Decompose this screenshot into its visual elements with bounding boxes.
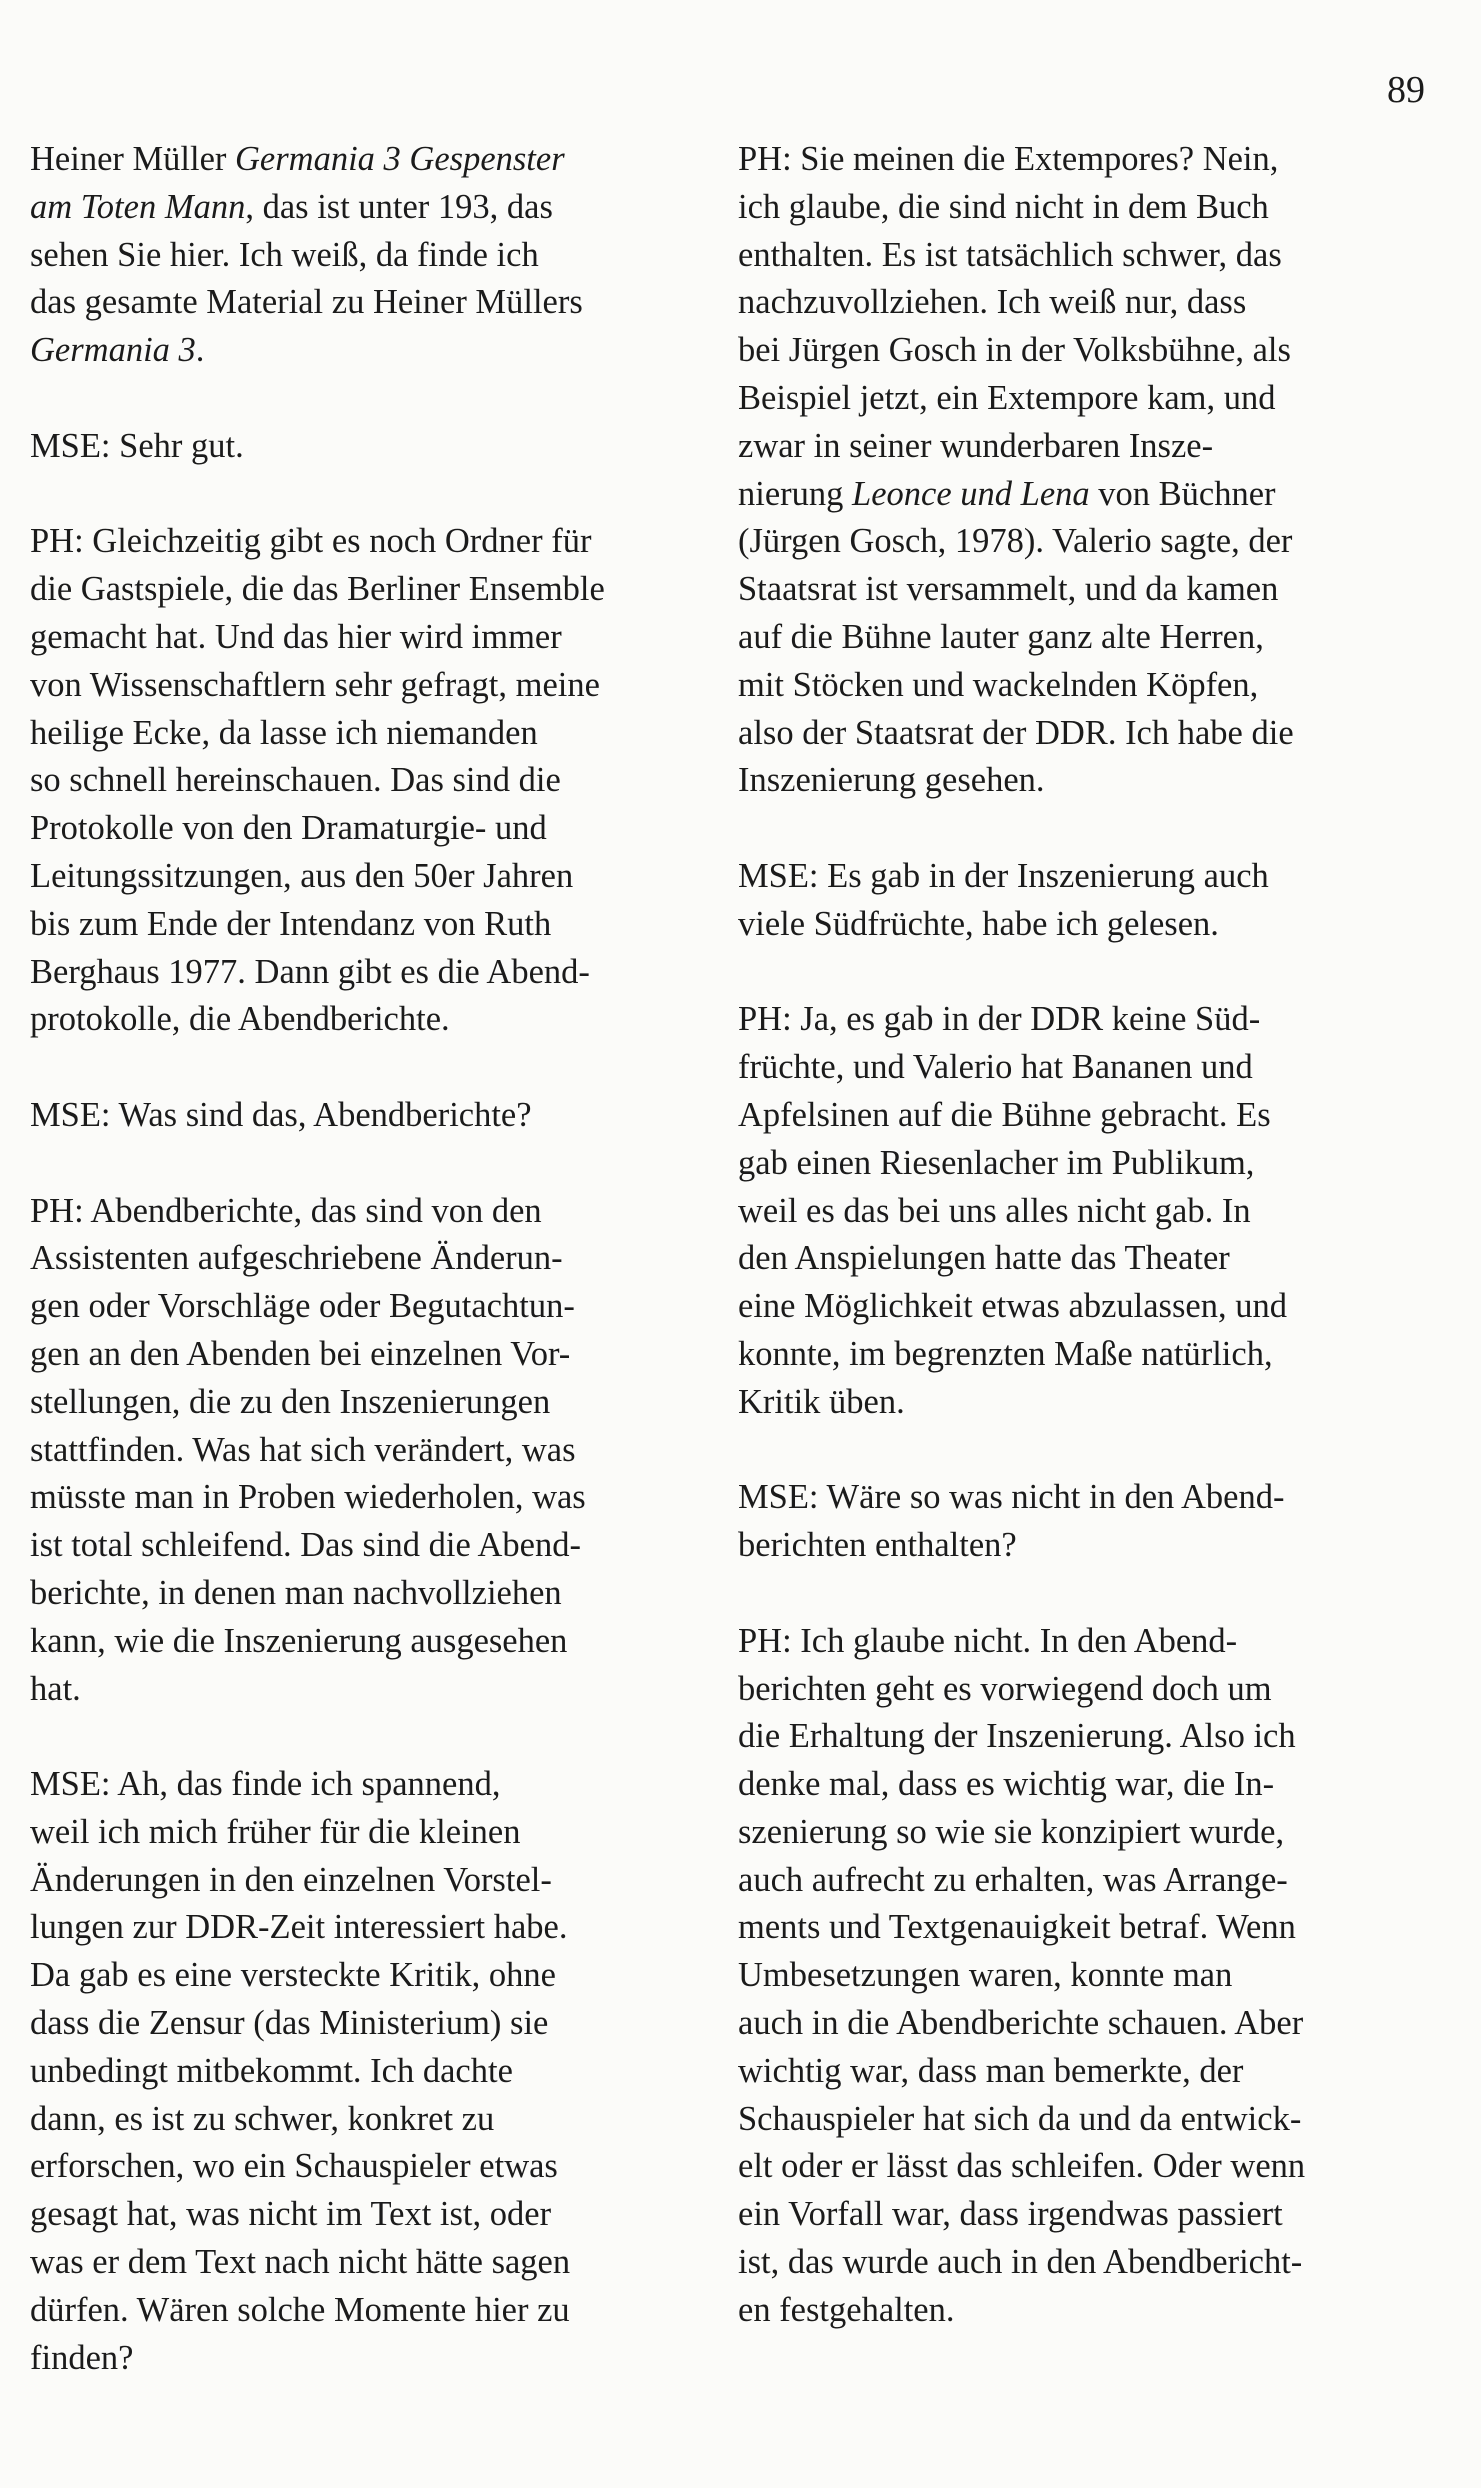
text-segment: kann, wie die Inszenierung ausgesehen (30, 1621, 568, 1660)
text-line (738, 1809, 1380, 1857)
text-line (738, 1235, 1380, 1283)
text-segment: stellungen, die zu den Inszenierungen (30, 1382, 551, 1421)
text-segment: ist total schleifend. Das sind die Abend- (30, 1526, 581, 1565)
left-column (30, 136, 680, 2430)
text-line (30, 2335, 680, 2383)
text-line (738, 1331, 1380, 1379)
text-line (30, 757, 680, 805)
text-segment: bis zum Ende der Intendanz von Ruth (30, 904, 552, 943)
text-line (30, 2191, 680, 2239)
text-segment: PH: Ich glaube nicht. In den Abend- (738, 1621, 1238, 1660)
text-segment: Schauspieler hat sich da und da entwick- (738, 2099, 1302, 2138)
text-line (738, 614, 1380, 662)
text-line (738, 566, 1380, 614)
text-line (30, 1235, 680, 1283)
text-segment: von Büchner (1089, 474, 1276, 513)
text-line (30, 1331, 680, 1379)
text-segment: gemacht hat. Und das hier wird immer (30, 617, 562, 656)
text-segment: lungen zur DDR-Zeit interessiert habe. (30, 1908, 568, 1947)
text-segment: Leitungssitzungen, aus den 50er Jahren (30, 856, 574, 895)
text-line (738, 1379, 1380, 1427)
text-line (738, 2143, 1380, 2191)
text-segment: auf die Bühne lauter ganz alte Herren, (738, 617, 1264, 656)
text-line (30, 2239, 680, 2287)
paragraph (738, 136, 1380, 805)
text-segment: konnte, im begrenzten Maße natürlich, (738, 1334, 1273, 1373)
text-line (30, 423, 680, 471)
text-segment: gesagt hat, was nicht im Text ist, oder (30, 2195, 552, 2234)
text-segment: unbedingt mitbekommt. Ich dachte (30, 2051, 513, 2090)
text-segment: nierung (738, 474, 853, 513)
text-line (30, 327, 680, 375)
paragraph (30, 518, 680, 1044)
text-line (738, 423, 1380, 471)
text-segment: bei Jürgen Gosch in der Volksbühne, als (738, 331, 1291, 370)
text-line (738, 996, 1380, 1044)
text-segment: PH: Ja, es gab in der DDR keine Süd- (738, 1000, 1261, 1039)
text-segment: denke mal, dass es wichtig war, die In- (738, 1765, 1275, 1804)
text-segment: MSE: Ah, das finde ich spannend, (30, 1765, 501, 1804)
text-segment: müsste man in Proben wiederholen, was (30, 1478, 586, 1517)
text-segment: elt oder er lässt das schleifen. Oder wenn (738, 2147, 1306, 2186)
text-line (738, 901, 1380, 949)
text-segment: nachzuvollziehen. Ich weiß nur, dass (738, 283, 1247, 322)
text-segment: protokolle, die Abendberichte. (30, 1000, 450, 1039)
text-line (30, 1904, 680, 1952)
text-line (738, 1952, 1380, 2000)
text-line (30, 184, 680, 232)
text-segment: berichte, in denen man nachvollziehen (30, 1573, 562, 1612)
text-line (738, 279, 1380, 327)
text-line (30, 1427, 680, 1475)
text-line (738, 2191, 1380, 2239)
text-segment: Inszenierung gesehen. (738, 761, 1045, 800)
text-line (30, 1809, 680, 1857)
text-segment: Heiner Müller (30, 140, 236, 178)
text-line (30, 2096, 680, 2144)
text-segment: hat. (30, 1669, 81, 1708)
text-line (30, 662, 680, 710)
text-segment: dürfen. Wären solche Momente hier zu (30, 2290, 570, 2329)
text-line (30, 136, 680, 184)
paragraph (738, 1618, 1380, 2335)
text-segment: MSE: Sehr gut. (30, 426, 244, 465)
text-line (738, 184, 1380, 232)
text-line (30, 805, 680, 853)
text-segment: weil es das bei uns alles nicht gab. In (738, 1191, 1251, 1230)
italic-title-text: Germania 3 Gespenster (235, 140, 565, 178)
text-segment: ments und Textgenauigkeit betraf. Wenn (738, 1908, 1296, 1947)
text-segment: Kritik üben. (738, 1382, 905, 1421)
text-segment: Staatsrat ist versammelt, und da kamen (738, 570, 1279, 609)
text-segment: zwar in seiner wunderbaren Insze- (738, 426, 1214, 465)
paragraph (738, 996, 1380, 1426)
text-segment: PH: Abendberichte, das sind von den (30, 1191, 542, 1230)
text-line (30, 853, 680, 901)
text-segment: Berghaus 1977. Dann gibt es die Abend- (30, 952, 590, 991)
paragraph (30, 1761, 680, 2382)
text-segment: ist, das wurde auch in den Abendbericht- (738, 2243, 1303, 2282)
text-line (30, 996, 680, 1044)
text-line (738, 853, 1380, 901)
text-line (30, 1188, 680, 1236)
text-segment: gab einen Riesenlacher im Publikum, (738, 1143, 1255, 1182)
text-line (738, 2239, 1380, 2287)
text-segment: auch aufrecht zu erhalten, was Arrange- (738, 1860, 1288, 1899)
paragraph (30, 423, 680, 471)
paragraph (30, 136, 680, 375)
text-line (738, 1761, 1380, 1809)
text-line (738, 1188, 1380, 1236)
text-segment: enthalten. Es ist tatsächlich schwer, das (738, 235, 1282, 274)
text-segment: en festgehalten. (738, 2290, 955, 2329)
text-line (30, 518, 680, 566)
text-segment: PH: Sie meinen die Extempores? Nein, (738, 140, 1279, 178)
text-segment: so schnell hereinschauen. Das sind die (30, 761, 561, 800)
text-line (738, 1044, 1380, 1092)
right-column (738, 136, 1380, 2382)
text-segment: ich glaube, die sind nicht in dem Buch (738, 187, 1269, 226)
paragraph (30, 1188, 680, 1714)
text-segment: die Erhaltung der Inszenierung. Also ich (738, 1717, 1296, 1756)
text-line (30, 1522, 680, 1570)
text-segment: stattfinden. Was hat sich verändert, was (30, 1430, 576, 1469)
text-line (738, 757, 1380, 805)
text-segment: szenierung so wie sie konzipiert wurde, (738, 1812, 1285, 1851)
text-line (30, 2143, 680, 2191)
text-segment: . (195, 331, 205, 370)
text-line (30, 2048, 680, 2096)
text-line (738, 2048, 1380, 2096)
text-segment: sehen Sie hier. Ich weiß, da finde ich (30, 235, 539, 274)
paragraph (738, 1474, 1380, 1570)
text-line (30, 614, 680, 662)
text-segment: von Wissenschaftlern sehr gefragt, meine (30, 665, 600, 704)
text-segment: Änderungen in den einzelnen Vorstel- (30, 1860, 552, 1899)
text-line (30, 2000, 680, 2048)
text-line (30, 710, 680, 758)
text-line (30, 1666, 680, 1714)
text-line (30, 279, 680, 327)
text-line (30, 566, 680, 614)
text-line (738, 1140, 1380, 1188)
text-line (30, 1618, 680, 1666)
paragraph (738, 853, 1380, 949)
text-segment: ein Vorfall war, dass irgendwas passiert (738, 2195, 1283, 2234)
text-segment: gen an den Abenden bei einzelnen Vor- (30, 1334, 571, 1373)
text-segment: PH: Gleichzeitig gibt es noch Ordner für (30, 522, 592, 561)
text-line (738, 2000, 1380, 2048)
text-segment: mit Stöcken und wackelnden Köpfen, (738, 665, 1259, 704)
text-line (30, 901, 680, 949)
text-line (738, 662, 1380, 710)
text-line (738, 1522, 1380, 1570)
text-line (30, 1761, 680, 1809)
text-segment: MSE: Was sind das, Abendberichte? (30, 1095, 532, 1134)
text-segment: Assistenten aufgeschriebene Änderun- (30, 1239, 563, 1278)
text-line (30, 1092, 680, 1140)
text-segment: gen oder Vorschläge oder Begutachtun- (30, 1287, 575, 1326)
text-line (30, 1952, 680, 2000)
text-line (30, 1283, 680, 1331)
text-segment: den Anspielungen hatte das Theater (738, 1239, 1230, 1278)
text-segment: also der Staatsrat der DDR. Ich habe die (738, 713, 1294, 752)
text-line (738, 2096, 1380, 2144)
text-segment: berichten geht es vorwiegend doch um (738, 1669, 1272, 1708)
paragraph (30, 1092, 680, 1140)
text-line (738, 1666, 1380, 1714)
text-line (738, 1618, 1380, 1666)
text-line (738, 1857, 1380, 1905)
text-line (30, 232, 680, 280)
text-segment: (Jürgen Gosch, 1978). Valerio sagte, der (738, 522, 1293, 561)
text-segment: berichten enthalten? (738, 1526, 1017, 1565)
text-line (738, 1283, 1380, 1331)
italic-title-text: am Toten Mann (30, 187, 246, 226)
text-line (30, 1570, 680, 1618)
text-line (738, 375, 1380, 423)
text-line (738, 327, 1380, 375)
text-segment: Apfelsinen auf die Bühne gebracht. Es (738, 1095, 1271, 1134)
text-line (30, 1379, 680, 1427)
text-line (738, 136, 1380, 184)
text-segment: , das ist unter 193, das (245, 187, 553, 226)
text-line (738, 1713, 1380, 1761)
text-segment: dass die Zensur (das Ministerium) sie (30, 2004, 549, 2043)
text-segment: wichtig war, dass man bemerkte, der (738, 2051, 1244, 2090)
text-segment: was er dem Text nach nicht hätte sagen (30, 2243, 571, 2282)
italic-title-text: Germania 3 (30, 331, 196, 370)
text-segment: dann, es ist zu schwer, konkret zu (30, 2099, 495, 2138)
text-line (738, 1904, 1380, 1952)
italic-title-text: Leonce und Lena (852, 474, 1090, 513)
text-line (738, 518, 1380, 566)
text-line (30, 1857, 680, 1905)
text-segment: heilige Ecke, da lasse ich niemanden (30, 713, 538, 752)
text-segment: Beispiel jetzt, ein Extempore kam, und (738, 378, 1276, 417)
text-segment: MSE: Es gab in der Inszenierung auch (738, 856, 1269, 895)
text-line (30, 1474, 680, 1522)
text-segment: MSE: Wäre so was nicht in den Abend- (738, 1478, 1285, 1517)
text-line (30, 949, 680, 997)
text-segment: auch in die Abendberichte schauen. Aber (738, 2004, 1304, 2043)
text-line (738, 710, 1380, 758)
text-segment: Umbesetzungen waren, konnte man (738, 1956, 1233, 1995)
text-line (738, 1092, 1380, 1140)
text-line (30, 2287, 680, 2335)
text-segment: weil ich mich früher für die kleinen (30, 1812, 521, 1851)
text-line (738, 2287, 1380, 2335)
text-segment: viele Südfrüchte, habe ich gelesen. (738, 904, 1219, 943)
text-segment: Protokolle von den Dramaturgie- und (30, 809, 547, 848)
text-line (738, 232, 1380, 280)
page-number: 89 (1387, 69, 1425, 111)
text-segment: erforschen, wo ein Schauspieler etwas (30, 2147, 558, 2186)
text-segment: finden? (30, 2338, 134, 2377)
text-segment: eine Möglichkeit etwas abzulassen, und (738, 1287, 1287, 1326)
text-segment: früchte, und Valerio hat Bananen und (738, 1048, 1253, 1087)
text-segment: die Gastspiele, die das Berliner Ensemble (30, 570, 605, 609)
text-line (738, 471, 1380, 519)
text-segment: Da gab es eine versteckte Kritik, ohne (30, 1956, 556, 1995)
text-line (738, 1474, 1380, 1522)
text-segment: das gesamte Material zu Heiner Müllers (30, 283, 583, 322)
